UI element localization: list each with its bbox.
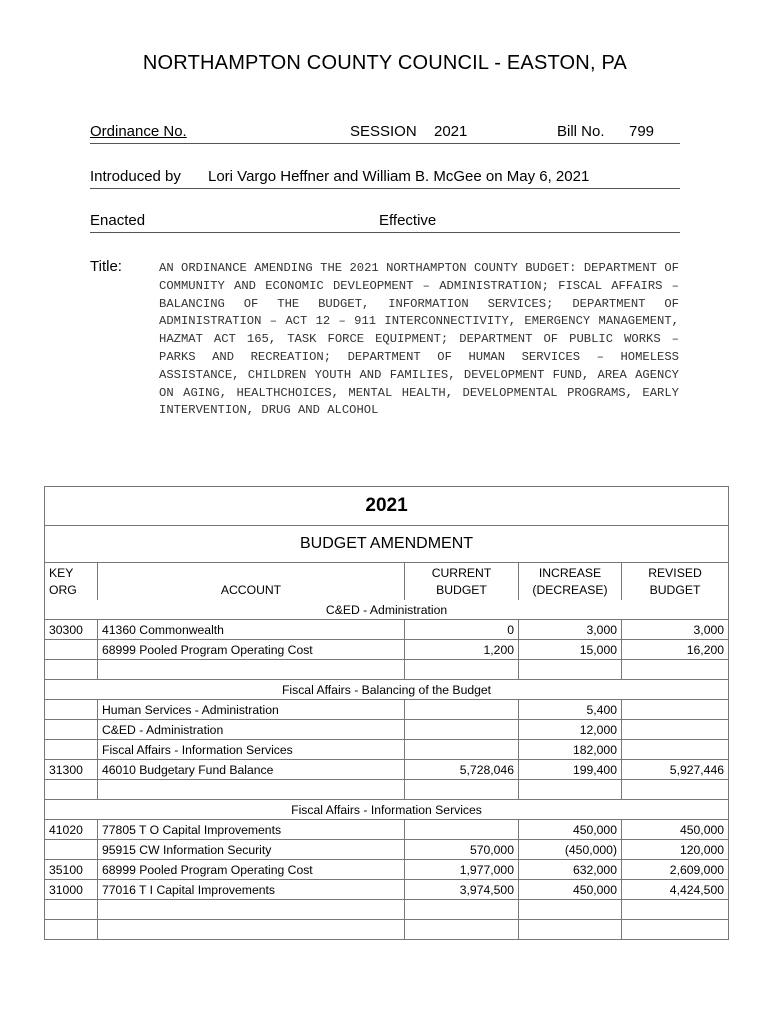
key-org-cell xyxy=(45,700,98,720)
introduced-value: Lori Vargo Heffner and William B. McGee on May 6, 2021 xyxy=(208,168,590,185)
table-row xyxy=(45,620,729,640)
enacted-line xyxy=(90,212,680,233)
budget-amendment-table xyxy=(44,486,729,940)
current-budget-cell: 570,000 xyxy=(405,840,519,860)
increase-cell: 15,000 xyxy=(519,640,622,660)
account-cell: 68999 Pooled Program Operating Cost xyxy=(98,860,405,880)
header-revised-line1: REVISED xyxy=(648,566,702,580)
column-header-row xyxy=(45,563,729,601)
revised-budget-cell xyxy=(622,920,729,940)
increase-cell: 450,000 xyxy=(519,820,622,840)
account-cell: Fiscal Affairs - Information Services xyxy=(98,740,405,760)
revised-budget-cell: 450,000 xyxy=(622,820,729,840)
key-org-cell xyxy=(45,720,98,740)
revised-budget-cell: 4,424,500 xyxy=(622,880,729,900)
increase-cell: (450,000) xyxy=(519,840,622,860)
revised-budget-cell: 5,927,446 xyxy=(622,760,729,780)
title-label: Title: xyxy=(90,258,122,275)
current-budget-cell xyxy=(405,660,519,680)
header-account: ACCOUNT xyxy=(98,563,405,601)
section-header-row xyxy=(45,680,729,700)
account-cell xyxy=(98,900,405,920)
header-increase xyxy=(519,563,622,601)
increase-cell: 199,400 xyxy=(519,760,622,780)
current-budget-cell: 5,728,046 xyxy=(405,760,519,780)
table-year: 2021 xyxy=(45,487,729,526)
header-increase-line2: (DECREASE) xyxy=(532,583,608,597)
section-header-row xyxy=(45,800,729,820)
introduced-label: Introduced by xyxy=(90,168,181,185)
header-key-org-line2: ORG xyxy=(49,583,77,597)
key-org-cell xyxy=(45,920,98,940)
revised-budget-cell xyxy=(622,900,729,920)
increase-cell: 12,000 xyxy=(519,720,622,740)
key-org-cell xyxy=(45,660,98,680)
current-budget-cell xyxy=(405,780,519,800)
key-org-cell: 35100 xyxy=(45,860,98,880)
table-row xyxy=(45,660,729,680)
effective-label: Effective xyxy=(379,212,437,229)
introduced-line xyxy=(90,168,680,189)
current-budget-cell xyxy=(405,740,519,760)
ordinance-label: Ordinance No. xyxy=(90,123,187,140)
revised-budget-cell: 120,000 xyxy=(622,840,729,860)
table-row xyxy=(45,840,729,860)
bill-value: 799 xyxy=(629,123,655,140)
account-cell: 77805 T O Capital Improvements xyxy=(98,820,405,840)
account-cell: Human Services - Administration xyxy=(98,700,405,720)
header-current-line1: CURRENT xyxy=(431,566,492,580)
key-org-cell xyxy=(45,900,98,920)
section-title: C&ED - Administration xyxy=(45,600,729,620)
table-row xyxy=(45,720,729,740)
enacted-label: Enacted xyxy=(90,212,146,229)
account-cell: 77016 T I Capital Improvements xyxy=(98,880,405,900)
revised-budget-cell xyxy=(622,740,729,760)
header-revised-line2: BUDGET xyxy=(649,583,701,597)
header-revised-budget xyxy=(622,563,729,601)
revised-budget-cell xyxy=(622,700,729,720)
key-org-cell: 41020 xyxy=(45,820,98,840)
section-title: Fiscal Affairs - Balancing of the Budget xyxy=(45,680,729,700)
header-current-budget xyxy=(405,563,519,601)
document-title: NORTHAMPTON COUNTY COUNCIL - EASTON, PA xyxy=(142,52,628,74)
header-key-org-line1: KEY xyxy=(49,566,74,580)
revised-budget-cell xyxy=(622,720,729,740)
section-header-row xyxy=(45,600,729,620)
increase-cell xyxy=(519,920,622,940)
increase-cell: 182,000 xyxy=(519,740,622,760)
account-cell xyxy=(98,780,405,800)
current-budget-cell: 3,974,500 xyxy=(405,880,519,900)
revised-budget-cell xyxy=(622,780,729,800)
key-org-cell xyxy=(45,640,98,660)
increase-cell xyxy=(519,900,622,920)
increase-cell: 450,000 xyxy=(519,880,622,900)
ordinance-line xyxy=(90,123,680,144)
current-budget-cell xyxy=(405,820,519,840)
table-row xyxy=(45,780,729,800)
key-org-cell: 31000 xyxy=(45,880,98,900)
increase-cell xyxy=(519,660,622,680)
revised-budget-cell: 2,609,000 xyxy=(622,860,729,880)
current-budget-cell xyxy=(405,900,519,920)
key-org-cell xyxy=(45,840,98,860)
table-row xyxy=(45,700,729,720)
account-cell: C&ED - Administration xyxy=(98,720,405,740)
table-row xyxy=(45,820,729,840)
account-cell: 68999 Pooled Program Operating Cost xyxy=(98,640,405,660)
table-row xyxy=(45,640,729,660)
key-org-cell: 31300 xyxy=(45,760,98,780)
header-increase-line1: INCREASE xyxy=(538,566,602,580)
current-budget-cell: 1,977,000 xyxy=(405,860,519,880)
key-org-cell xyxy=(45,740,98,760)
table-row xyxy=(45,740,729,760)
table-row xyxy=(45,880,729,900)
revised-budget-cell: 16,200 xyxy=(622,640,729,660)
account-cell: 41360 Commonwealth xyxy=(98,620,405,640)
key-org-cell: 30300 xyxy=(45,620,98,640)
section-title: Fiscal Affairs - Information Services xyxy=(45,800,729,820)
table-subtitle: BUDGET AMENDMENT xyxy=(45,526,729,563)
current-budget-cell: 1,200 xyxy=(405,640,519,660)
current-budget-cell xyxy=(405,700,519,720)
increase-cell: 3,000 xyxy=(519,620,622,640)
session-value: 2021 xyxy=(434,123,468,140)
current-budget-cell xyxy=(405,720,519,740)
key-org-cell xyxy=(45,780,98,800)
revised-budget-cell: 3,000 xyxy=(622,620,729,640)
bill-label: Bill No. xyxy=(557,123,605,140)
current-budget-cell: 0 xyxy=(405,620,519,640)
table-row xyxy=(45,860,729,880)
ordinance-title-text: AN ORDINANCE AMENDING THE 2021 NORTHAMPTON COUNTY BUDGET: DEPARTMENT OF COMMUNITY AND ECONOMIC DEVLEOPMENT – ADMINISTRATION; FISCAL AFFAIRS – BALANCING OF THE BUDGET, INFORMATION SERVICES; DEPARTMENT OF ADMINISTRATION – ACT 12 – 911 INTERCONNECTIVITY, EMERGENCY MANAGEMENT, HAZMAT ACT 165, TASK FORCE EQUIPMENT; DEPARTMENT OF PUBLIC WORKS – PARKS AND RECREATION; DEPARTMENT OF HUMAN SERVICES – HOMELESS ASSISTANCE, CHILDREN YOUTH AND FAMILIES, DEVELOPMENT FUND, AREA AGENCY ON AGING, HEALTHCHOICES, MENTAL HEALTH, DEVELOPMENTAL PROGRAMS, EARLY INTERVENTION, DRUG AND ALCOHOL xyxy=(159,261,679,418)
subtitle-row xyxy=(45,526,729,563)
table-row xyxy=(45,900,729,920)
revised-budget-cell xyxy=(622,660,729,680)
increase-cell xyxy=(519,780,622,800)
header-key-org xyxy=(45,563,98,601)
table-row xyxy=(45,760,729,780)
account-cell: 46010 Budgetary Fund Balance xyxy=(98,760,405,780)
current-budget-cell xyxy=(405,920,519,940)
year-row xyxy=(45,487,729,526)
account-cell: 95915 CW Information Security xyxy=(98,840,405,860)
increase-cell: 632,000 xyxy=(519,860,622,880)
account-cell xyxy=(98,920,405,940)
table-row xyxy=(45,920,729,940)
increase-cell: 5,400 xyxy=(519,700,622,720)
account-cell xyxy=(98,660,405,680)
header-current-line2: BUDGET xyxy=(436,583,487,597)
budget-table-body xyxy=(45,487,729,940)
session-label: SESSION xyxy=(350,123,417,140)
